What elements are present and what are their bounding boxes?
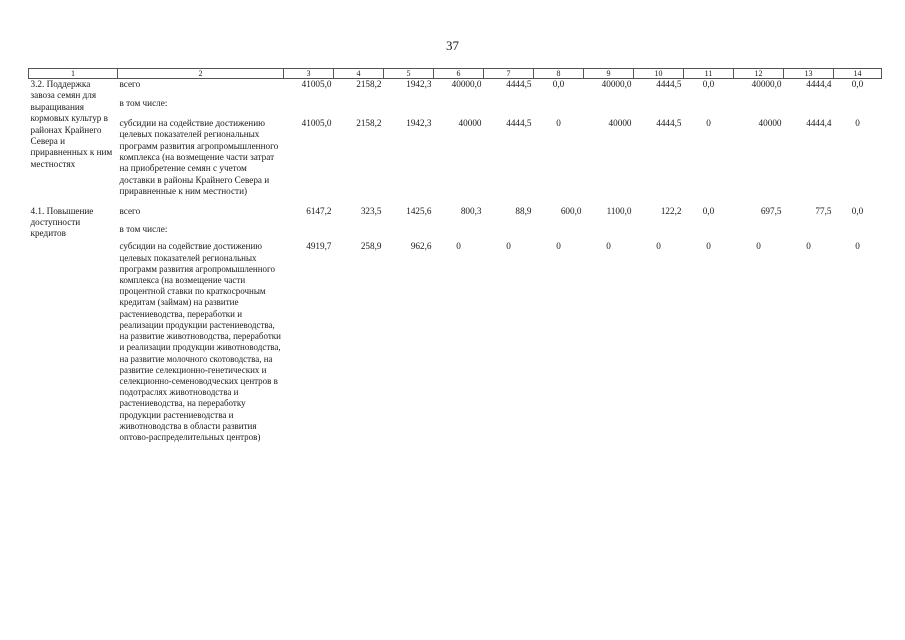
- value-cell: 40000: [458, 117, 482, 128]
- col-header: 2: [118, 69, 284, 79]
- col-header: 3: [284, 69, 334, 79]
- value-cell: 962,6: [410, 241, 432, 252]
- value-cell: 122,2: [660, 205, 682, 216]
- value-cell: 41005,0: [301, 79, 332, 89]
- col-header: 9: [584, 69, 634, 79]
- col-header: 7: [484, 69, 534, 79]
- col-header: 4: [334, 69, 384, 79]
- value-cell: 1942,3: [406, 79, 432, 89]
- sub-label: субсидии на содействие достижению целевых показателей региональных программ развития агропромышленного комплекса (на возмещение части затрат на приобретение семян с учетом доставки в районы Крайнего Севера и приравненные к ним местности): [119, 117, 279, 197]
- value-cell: 323,5: [360, 205, 382, 216]
- value-cell: 0: [606, 241, 611, 252]
- value-cell: 800,3: [460, 205, 482, 216]
- value-cell: 77,5: [815, 205, 832, 216]
- measure-name: 3.2. Поддержка завоза семян для выращивания кормовых культур в районах Крайнего Севера и приравненных к ним местностях: [30, 79, 113, 169]
- sub-label: в том числе:: [119, 98, 168, 109]
- value-cell: 40000,0: [751, 79, 782, 89]
- col-header: 10: [634, 69, 684, 79]
- value-cell: 40000,0: [451, 79, 482, 89]
- measure-name: 4.1. Повышение доступности кредитов: [30, 205, 94, 239]
- sub-label: всего: [119, 79, 141, 89]
- value-cell: 697,5: [760, 205, 782, 216]
- value-cell: 0,0: [851, 79, 864, 89]
- table-row: [29, 118, 882, 206]
- value-cell: 600,0: [560, 205, 582, 216]
- value-cell: 0: [456, 241, 461, 252]
- col-header: 14: [834, 69, 882, 79]
- value-cell: 88,9: [515, 205, 532, 216]
- value-cell: 0: [855, 241, 860, 252]
- sub-label: субсидии на содействие достижению целевых показателей региональных программ развития агропромышленного комплекса (на возмещение части процентной ставки по краткосрочным кредитам (займам) на развитие растениеводства, переработки и реализации продукции растениеводства, на развитие животноводства, переработки и реализации продукции животноводства, на развитие молочного скотоводства, на развитие селекционно-генетических и селекционно-семеноводческих центров в подотраслях животноводства и растениеводства, на переработку продукции растениеводства и животноводства в области развития оптово-распределительных центров): [119, 241, 281, 442]
- value-cell: 0: [506, 241, 511, 252]
- value-cell: 4444,4: [806, 117, 832, 128]
- sub-label: всего: [119, 205, 141, 216]
- sub-label: в том числе:: [119, 224, 168, 235]
- value-cell: 0: [806, 241, 811, 252]
- value-cell: 0: [855, 117, 860, 128]
- col-header: 12: [734, 69, 784, 79]
- value-cell: 1425,6: [406, 205, 432, 216]
- value-cell: 41005,0: [301, 117, 332, 128]
- value-cell: 258,9: [360, 241, 382, 252]
- value-cell: 0,0: [702, 205, 715, 216]
- col-header: 13: [784, 69, 834, 79]
- value-cell: 0: [556, 241, 561, 252]
- value-cell: 2158,2: [356, 117, 382, 128]
- value-cell: 4444,5: [506, 117, 532, 128]
- table-row: [29, 217, 882, 241]
- table-row: [29, 90, 882, 117]
- budget-table: [28, 68, 882, 443]
- value-cell: 2158,2: [356, 79, 382, 89]
- col-header: 5: [384, 69, 434, 79]
- value-cell: 4444,4: [806, 79, 832, 89]
- value-cell: 1100,0: [606, 205, 632, 216]
- table-row: [29, 241, 882, 443]
- col-header: 8: [534, 69, 584, 79]
- value-cell: 1942,3: [406, 117, 432, 128]
- value-cell: 40000,0: [601, 79, 632, 89]
- value-cell: 0: [756, 241, 761, 252]
- value-cell: 0: [706, 241, 711, 252]
- value-cell: 40000: [608, 117, 632, 128]
- value-cell: 0: [656, 241, 661, 252]
- value-cell: 4444,5: [656, 79, 682, 89]
- table-row: [29, 206, 882, 217]
- value-cell: 0,0: [702, 79, 715, 89]
- value-cell: 40000: [758, 117, 782, 128]
- value-cell: 0,0: [552, 79, 565, 89]
- value-cell: 4919,7: [306, 241, 332, 252]
- value-cell: 0: [706, 117, 711, 128]
- page-number: 37: [446, 38, 459, 53]
- value-cell: 6147,2: [306, 205, 332, 216]
- value-cell: 4444,5: [506, 79, 532, 89]
- value-cell: 4444,5: [656, 117, 682, 128]
- value-cell: 0: [556, 117, 561, 128]
- column-number-row: [29, 69, 882, 79]
- col-header: 6: [434, 69, 484, 79]
- value-cell: 0,0: [851, 205, 864, 216]
- col-header: 11: [684, 69, 734, 79]
- col-header: 1: [29, 69, 118, 79]
- table-row: [29, 79, 882, 91]
